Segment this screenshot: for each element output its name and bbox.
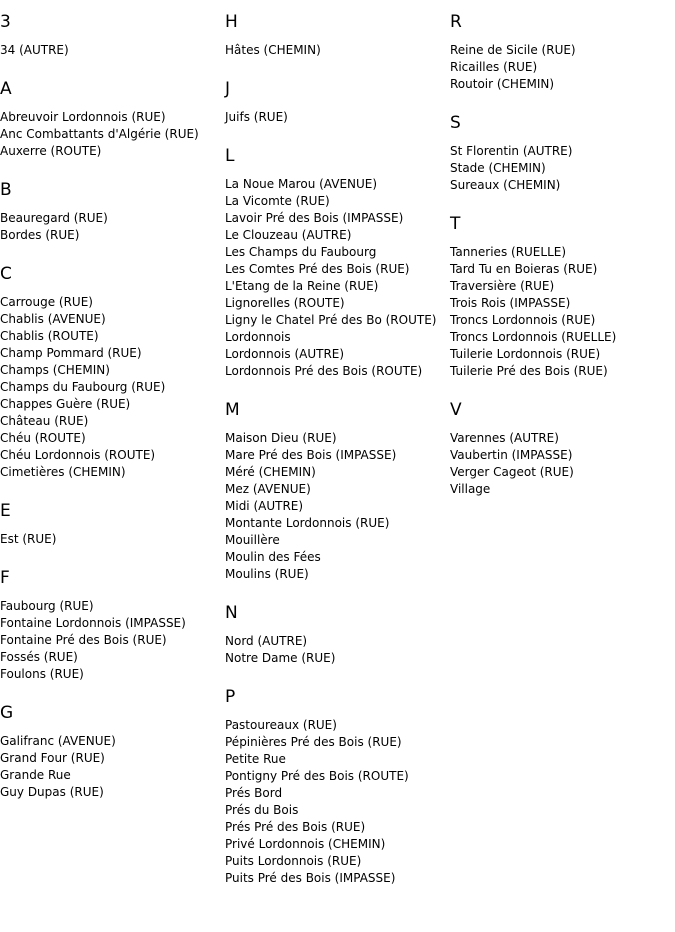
street-link[interactable]: Prés du Bois: [225, 803, 299, 817]
street-link[interactable]: Guy Dupas (RUE): [0, 785, 104, 799]
street-link[interactable]: Sureaux (CHEMIN): [450, 178, 561, 192]
street-list: [0, 100, 220, 168]
street-index-column-1: [0, 0, 220, 809]
street-link[interactable]: Lordonnois: [225, 330, 291, 344]
section-letter-heading: 3: [0, 12, 11, 32]
street-link[interactable]: Beauregard (RUE): [0, 211, 108, 225]
letter-section: [0, 489, 220, 556]
letter-section: [225, 388, 445, 591]
section-letter-heading: S: [450, 113, 461, 133]
section-letter-heading: T: [450, 214, 461, 234]
street-link[interactable]: Trois Rois (IMPASSE): [450, 296, 571, 310]
street-link[interactable]: Lavoir Pré des Bois (IMPASSE): [225, 211, 404, 225]
street-link[interactable]: Cimetières (CHEMIN): [0, 465, 126, 479]
street-link[interactable]: Reine de Sicile (RUE): [450, 43, 576, 57]
letter-section: [0, 556, 220, 691]
street-link[interactable]: Chablis (AVENUE): [0, 312, 106, 326]
street-link[interactable]: La Noue Marou (AVENUE): [225, 177, 378, 191]
street-list: [450, 33, 670, 101]
street-link[interactable]: Bordes (RUE): [0, 228, 80, 242]
street-list: [0, 201, 220, 252]
letter-section: [0, 0, 220, 67]
street-link[interactable]: Lordonnois Pré des Bois (ROUTE): [225, 364, 423, 378]
street-link[interactable]: Tuilerie Pré des Bois (RUE): [450, 364, 608, 378]
street-link[interactable]: Mouillère: [225, 533, 280, 547]
street-link[interactable]: Nord (AUTRE): [225, 634, 308, 648]
street-link[interactable]: Carrouge (RUE): [0, 295, 93, 309]
street-link[interactable]: St Florentin (AUTRE): [450, 144, 573, 158]
letter-section: [450, 0, 670, 101]
street-link[interactable]: Château (RUE): [0, 414, 89, 428]
street-list: [450, 134, 670, 202]
street-list: [0, 724, 220, 809]
street-link[interactable]: Moulins (RUE): [225, 567, 309, 581]
letter-section: [0, 168, 220, 252]
letter-section: [450, 101, 670, 202]
street-link[interactable]: Stade (CHEMIN): [450, 161, 546, 175]
street-link[interactable]: Vaubertin (IMPASSE): [450, 448, 573, 462]
street-link[interactable]: Puits Lordonnois (RUE): [225, 854, 362, 868]
section-letter-heading: N: [225, 603, 238, 623]
street-link[interactable]: Fontaine Lordonnois (IMPASSE): [0, 616, 186, 630]
street-link[interactable]: 34 (AUTRE): [0, 43, 69, 57]
section-letter-heading: M: [225, 400, 240, 420]
street-list: [225, 708, 445, 895]
street-list: [225, 421, 445, 591]
street-link[interactable]: Puits Pré des Bois (IMPASSE): [225, 871, 396, 885]
street-link[interactable]: Faubourg (RUE): [0, 599, 94, 613]
section-letter-heading: R: [450, 12, 462, 32]
section-letter-heading: B: [0, 180, 12, 200]
street-link[interactable]: Midi (AUTRE): [225, 499, 304, 513]
street-link[interactable]: Les Comtes Pré des Bois (RUE): [225, 262, 410, 276]
section-letter-heading: H: [225, 12, 238, 32]
street-link[interactable]: Tuilerie Lordonnois (RUE): [450, 347, 601, 361]
street-link[interactable]: Auxerre (ROUTE): [0, 144, 102, 158]
section-letter-heading: A: [0, 79, 12, 99]
section-letter-heading: J: [225, 79, 231, 99]
street-link[interactable]: Petite Rue: [225, 752, 286, 766]
section-letter-heading: G: [0, 703, 14, 723]
street-index-column-3: [450, 0, 670, 506]
section-letter-heading: C: [0, 264, 12, 284]
street-list: [0, 33, 220, 67]
street-link[interactable]: Verger Cageot (RUE): [450, 465, 574, 479]
street-link[interactable]: Troncs Lordonnois (RUELLE): [450, 330, 617, 344]
letter-section: [450, 388, 670, 506]
street-link[interactable]: Ricailles (RUE): [450, 60, 538, 74]
street-link[interactable]: Grand Four (RUE): [0, 751, 105, 765]
street-link[interactable]: Fontaine Pré des Bois (RUE): [0, 633, 167, 647]
street-link[interactable]: Lordonnois (AUTRE): [225, 347, 345, 361]
street-link[interactable]: Le Clouzeau (AUTRE): [225, 228, 352, 242]
street-link[interactable]: Anc Combattants d'Algérie (RUE): [0, 127, 199, 141]
street-link[interactable]: Tard Tu en Boieras (RUE): [450, 262, 598, 276]
street-link[interactable]: Pépinières Pré des Bois (RUE): [225, 735, 402, 749]
letter-section: [0, 67, 220, 168]
street-list: [450, 235, 670, 388]
street-link[interactable]: Hâtes (CHEMIN): [225, 43, 321, 57]
street-list: [225, 624, 445, 675]
letter-section: [225, 675, 445, 895]
street-link[interactable]: Chéu (ROUTE): [0, 431, 86, 445]
street-link[interactable]: Varennes (AUTRE): [450, 431, 559, 445]
street-link[interactable]: Village: [450, 482, 491, 496]
street-link[interactable]: Foulons (RUE): [0, 667, 84, 681]
street-link[interactable]: Champ Pommard (RUE): [0, 346, 142, 360]
street-list: [225, 100, 445, 134]
street-link[interactable]: Tanneries (RUELLE): [450, 245, 567, 259]
street-link[interactable]: Mare Pré des Bois (IMPASSE): [225, 448, 397, 462]
street-link[interactable]: Montante Lordonnois (RUE): [225, 516, 390, 530]
street-link[interactable]: Notre Dame (RUE): [225, 651, 336, 665]
street-link[interactable]: Juifs (RUE): [225, 110, 288, 124]
street-link[interactable]: Privé Lordonnois (CHEMIN): [225, 837, 386, 851]
street-link[interactable]: Moulin des Fées: [225, 550, 321, 564]
section-letter-heading: P: [225, 687, 236, 707]
street-link[interactable]: Routoir (CHEMIN): [450, 77, 555, 91]
street-link[interactable]: Champs du Faubourg (RUE): [0, 380, 166, 394]
street-list: [225, 167, 445, 388]
letter-section: [225, 67, 445, 134]
street-link[interactable]: Prés Pré des Bois (RUE): [225, 820, 366, 834]
street-link[interactable]: Fossés (RUE): [0, 650, 78, 664]
street-link[interactable]: Chappes Guère (RUE): [0, 397, 131, 411]
street-link[interactable]: Lignorelles (ROUTE): [225, 296, 345, 310]
letter-section: [0, 691, 220, 809]
street-link[interactable]: Ligny le Chatel Pré des Bo (ROUTE): [225, 313, 437, 327]
street-link[interactable]: Pontigny Pré des Bois (ROUTE): [225, 769, 409, 783]
section-letter-heading: F: [0, 568, 10, 588]
street-link[interactable]: Prés Bord: [225, 786, 283, 800]
street-link[interactable]: Abreuvoir Lordonnois (RUE): [0, 110, 166, 124]
street-link[interactable]: Grande Rue: [0, 768, 71, 782]
letter-section: [0, 252, 220, 489]
street-link[interactable]: La Vicomte (RUE): [225, 194, 330, 208]
street-link[interactable]: Traversière (RUE): [450, 279, 555, 293]
street-link[interactable]: Les Champs du Faubourg: [225, 245, 377, 259]
letter-section: [225, 591, 445, 675]
street-link[interactable]: Est (RUE): [0, 532, 57, 546]
street-link[interactable]: Troncs Lordonnois (RUE): [450, 313, 596, 327]
street-link[interactable]: L'Etang de la Reine (RUE): [225, 279, 379, 293]
street-link[interactable]: Chablis (ROUTE): [0, 329, 99, 343]
street-link[interactable]: Maison Dieu (RUE): [225, 431, 337, 445]
section-letter-heading: L: [225, 146, 235, 166]
letter-section: [225, 134, 445, 388]
street-list: [0, 589, 220, 691]
street-link[interactable]: Méré (CHEMIN): [225, 465, 316, 479]
section-letter-heading: V: [450, 400, 462, 420]
street-link[interactable]: Mez (AVENUE): [225, 482, 311, 496]
street-link[interactable]: Galifranc (AVENUE): [0, 734, 116, 748]
section-letter-heading: E: [0, 501, 11, 521]
street-list: [450, 421, 670, 506]
street-link[interactable]: Chéu Lordonnois (ROUTE): [0, 448, 156, 462]
street-list: [225, 33, 445, 67]
street-list: [0, 285, 220, 489]
street-list: [0, 522, 220, 556]
letter-section: [225, 0, 445, 67]
street-index-column-2: [225, 0, 445, 895]
street-link[interactable]: Pastoureaux (RUE): [225, 718, 337, 732]
street-link[interactable]: Champs (CHEMIN): [0, 363, 110, 377]
letter-section: [450, 202, 670, 388]
